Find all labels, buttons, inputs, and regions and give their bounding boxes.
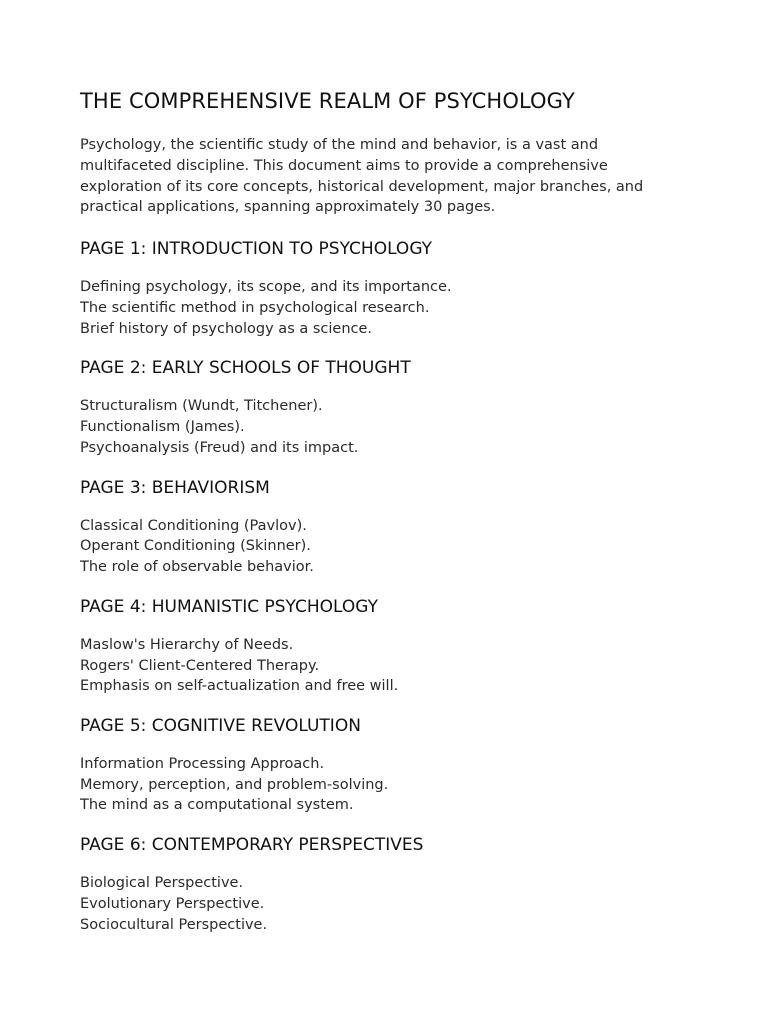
section-4 xyxy=(80,596,688,697)
section-line: The role of observable behavior. xyxy=(80,559,314,576)
section-lines xyxy=(80,754,688,816)
section-heading: PAGE 6: CONTEMPORARY PERSPECTIVES xyxy=(80,835,424,856)
section-line: Operant Conditioning (Skinner). xyxy=(80,538,311,555)
section-lines xyxy=(80,396,688,458)
section-line: Defining psychology, its scope, and its importance. xyxy=(80,279,452,296)
section-heading: PAGE 3: BEHAVIORISM xyxy=(80,477,270,498)
section-line: Maslow's Hierarchy of Needs. xyxy=(80,636,294,653)
section-line: Information Processing Approach. xyxy=(80,756,325,773)
section-heading: PAGE 2: EARLY SCHOOLS OF THOUGHT xyxy=(80,358,411,379)
section-line: Biological Perspective. xyxy=(80,875,244,892)
section-line: Structuralism (Wundt, Titchener). xyxy=(80,398,323,415)
section-line: Psychoanalysis (Freud) and its impact. xyxy=(80,439,359,456)
section-lines xyxy=(80,277,688,339)
section-line: The mind as a computational system. xyxy=(80,797,354,814)
section-6 xyxy=(80,834,688,935)
section-1 xyxy=(80,238,688,339)
section-2 xyxy=(80,357,688,458)
section-line: The scientific method in psychological research. xyxy=(80,299,430,316)
section-heading: PAGE 4: HUMANISTIC PSYCHOLOGY xyxy=(80,596,378,617)
section-line: Sociocultural Perspective. xyxy=(80,916,268,933)
section-line: Functionalism (James). xyxy=(80,419,245,436)
section-heading: PAGE 1: INTRODUCTION TO PSYCHOLOGY xyxy=(80,239,433,260)
section-line: Evolutionary Perspective. xyxy=(80,895,265,912)
document-title: THE COMPREHENSIVE REALM OF PSYCHOLOGY xyxy=(80,89,575,113)
section-5 xyxy=(80,715,688,816)
section-line: Memory, perception, and problem-solving. xyxy=(80,776,389,793)
section-lines xyxy=(80,873,688,935)
section-line: Emphasis on self-actualization and free will. xyxy=(80,678,399,695)
section-heading: PAGE 5: COGNITIVE REVOLUTION xyxy=(80,715,361,736)
section-line: Brief history of psychology as a science. xyxy=(80,320,373,337)
section-line: Classical Conditioning (Pavlov). xyxy=(80,517,307,534)
section-3 xyxy=(80,477,688,578)
section-lines xyxy=(80,516,688,578)
section-line: Rogers' Client-Centered Therapy. xyxy=(80,657,320,674)
intro-paragraph: Psychology, the scientific study of the mind and behavior, is a vast and multifaceted discipline. This document aims to provide a comprehensive exploration of its core concepts, historical development, major branches, and practical applications, spanning approximately 30 pages. xyxy=(80,137,644,216)
section-lines xyxy=(80,635,688,697)
